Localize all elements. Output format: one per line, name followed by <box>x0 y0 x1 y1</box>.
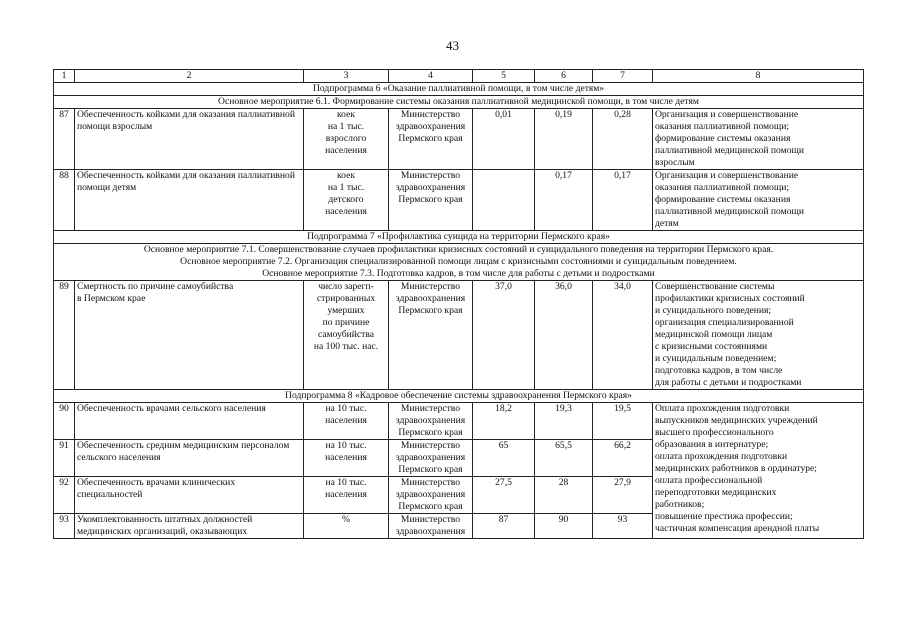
unit-line: по причине <box>322 317 370 328</box>
description-cell <box>653 281 864 390</box>
org-line: здравоохранения <box>395 526 466 537</box>
value-col-6: 36,0 <box>535 281 593 390</box>
org-line: Пермского края <box>398 501 463 512</box>
org-line: Пермского края <box>398 194 463 205</box>
unit-line: взрослого <box>325 133 367 144</box>
col-num-7: 7 <box>593 70 653 83</box>
indicators-table <box>53 69 864 539</box>
responsible-org <box>389 440 473 477</box>
activities-7-row <box>54 244 864 281</box>
activities-7-cell <box>54 244 864 281</box>
col-num-1: 1 <box>54 70 75 83</box>
org-line: здравоохранения <box>395 121 466 132</box>
unit-cell <box>304 514 389 539</box>
value-col-5: 18,2 <box>473 403 535 440</box>
unit-cell <box>304 403 389 440</box>
org-line: здравоохранения <box>395 415 466 426</box>
indicator-name <box>75 281 304 390</box>
org-line: Пермского края <box>398 427 463 438</box>
unit-line: на 100 тыс. нас. <box>313 341 379 352</box>
desc-line: частичная компенсация арендной платы <box>655 523 820 534</box>
unit-cell <box>304 477 389 514</box>
org-line: Министерство <box>400 109 461 120</box>
unit-line: на 10 тыс. <box>325 440 367 451</box>
indicator-name: Обеспеченность средним медицинским персоналом сельского населения <box>75 440 304 477</box>
activity-7-3-title: Основное мероприятие 7.3. Подготовка кадров, в том числе для работы с детьми и подростками <box>262 268 655 279</box>
unit-cell <box>304 170 389 231</box>
responsible-org <box>389 109 473 170</box>
unit-line: населения <box>325 415 367 426</box>
desc-line: оказания паллиативной помощи; <box>655 182 790 193</box>
value-col-7: 0,17 <box>593 170 653 231</box>
col-num-6: 6 <box>535 70 593 83</box>
unit-line: на 10 тыс. <box>325 477 367 488</box>
value-col-7: 27,9 <box>593 477 653 514</box>
desc-line: медицинских работников в ординатуре; <box>655 463 817 474</box>
org-line: Пермского края <box>398 305 463 316</box>
description-cell <box>653 109 864 170</box>
responsible-org <box>389 170 473 231</box>
col-num-5: 5 <box>473 70 535 83</box>
name-line: Смертность по причине самоубийства <box>77 281 234 292</box>
desc-line: детям <box>655 218 679 229</box>
responsible-org <box>389 281 473 390</box>
indicator-name: Обеспеченность врачами клинических специальностей <box>75 477 304 514</box>
desc-line: Оплата прохождения подготовки <box>655 403 790 414</box>
table-row-90 <box>54 403 864 440</box>
value-col-5: 87 <box>473 514 535 539</box>
responsible-org <box>389 403 473 440</box>
org-line: здравоохранения <box>395 293 466 304</box>
table-row-88 <box>54 170 864 231</box>
subprogram-8-description <box>653 403 864 539</box>
unit-line: на 1 тыс. <box>327 121 365 132</box>
unit-line: % <box>342 514 350 525</box>
unit-line: детского <box>328 194 364 205</box>
subprogram-6-header <box>54 83 864 96</box>
desc-line: организация специализированной <box>655 317 794 328</box>
desc-line: оказания паллиативной помощи; <box>655 121 790 132</box>
desc-line: работников; <box>655 499 705 510</box>
org-line: Министерство <box>400 403 461 414</box>
indicator-name: Обеспеченность койками для оказания паллиативной помощи детям <box>75 170 304 231</box>
desc-line: и суицидальным поведением; <box>655 353 777 364</box>
col-num-3: 3 <box>304 70 389 83</box>
desc-line: повышение престижа профессии; <box>655 511 793 522</box>
org-line: Министерство <box>400 440 461 451</box>
org-line: Министерство <box>400 514 461 525</box>
desc-line: образования в интернатуре; <box>655 439 769 450</box>
org-line: здравоохранения <box>395 182 466 193</box>
unit-line: самоубийства <box>317 329 375 340</box>
activity-7-2-title: Основное мероприятие 7.2. Организация специализированной помощи лицам с кризисными состояниями и суицидальным поведением. <box>180 256 737 267</box>
indicator-name: Укомплектованность штатных должностей медицинских организаций, оказывающих <box>75 514 304 539</box>
unit-line: населения <box>325 206 367 217</box>
value-col-6: 90 <box>535 514 593 539</box>
unit-line: на 10 тыс. <box>325 403 367 414</box>
indicator-name: Обеспеченность врачами сельского населения <box>75 403 304 440</box>
org-line: здравоохранения <box>395 452 466 463</box>
unit-line: населения <box>325 489 367 500</box>
responsible-org <box>389 477 473 514</box>
value-col-7: 19,5 <box>593 403 653 440</box>
value-col-6: 28 <box>535 477 593 514</box>
desc-line: выпускников медицинских учреждений <box>655 415 818 426</box>
desc-line: подготовка кадров, в том числе <box>655 365 783 376</box>
desc-line: взрослым <box>655 157 695 168</box>
desc-line: медицинской помощи лицам <box>655 329 773 340</box>
desc-line: высшего профессионального <box>655 427 774 438</box>
unit-line: населения <box>325 452 367 463</box>
unit-line: коек <box>336 170 355 181</box>
value-col-5: 37,0 <box>473 281 535 390</box>
desc-line: Организация и совершенствование <box>655 170 799 181</box>
unit-line: коек <box>336 109 355 120</box>
col-num-4: 4 <box>389 70 473 83</box>
value-col-6: 0,19 <box>535 109 593 170</box>
unit-line: на 1 тыс. <box>327 182 365 193</box>
col-num-2: 2 <box>75 70 304 83</box>
row-number: 90 <box>54 403 75 440</box>
desc-line: формирование системы оказания <box>655 133 791 144</box>
desc-line: оплата прохождения подготовки <box>655 451 788 462</box>
row-number: 88 <box>54 170 75 231</box>
row-number: 87 <box>54 109 75 170</box>
row-number: 92 <box>54 477 75 514</box>
org-line: Министерство <box>400 281 461 292</box>
desc-line: переподготовки медицинских <box>655 487 777 498</box>
value-col-5 <box>473 170 535 231</box>
subprogram-8-header <box>54 390 864 403</box>
desc-line: и суицидального поведения; <box>655 305 772 316</box>
org-line: Пермского края <box>398 133 463 144</box>
unit-line: населения <box>325 145 367 156</box>
name-line: в Пермском крае <box>77 293 146 304</box>
value-col-5: 27,5 <box>473 477 535 514</box>
subprogram-8-title: Подпрограмма 8 «Кадровое обеспечение системы здравоохранения Пермского края» <box>54 390 864 403</box>
indicator-name: Обеспеченность койками для оказания паллиативной помощи взрослым <box>75 109 304 170</box>
subprogram-6-title: Подпрограмма 6 «Оказание паллиативной помощи, в том числе детям» <box>54 83 864 96</box>
org-line: здравоохранения <box>395 489 466 500</box>
org-line: Министерство <box>400 170 461 181</box>
subprogram-7-title: Подпрограмма 7 «Профилактика суицида на территории Пермского края» <box>54 231 864 244</box>
desc-line: паллиативной медицинской помощи <box>655 206 805 217</box>
activity-7-1-title: Основное мероприятие 7.1. Совершенствование случаев профилактики кризисных состояний и суицидального поведения на территории Пермского края. <box>143 244 774 255</box>
unit-line: стрированных <box>316 293 376 304</box>
org-line: Министерство <box>400 477 461 488</box>
subprogram-7-header <box>54 231 864 244</box>
unit-cell <box>304 109 389 170</box>
page-number: 43 <box>446 38 459 53</box>
activity-6-1-row <box>54 96 864 109</box>
description-cell <box>653 170 864 231</box>
org-line: Пермского края <box>398 464 463 475</box>
unit-line: умерших <box>327 305 365 316</box>
unit-cell <box>304 440 389 477</box>
desc-line: формирование системы оказания <box>655 194 791 205</box>
unit-line: число зарегп- <box>318 281 374 292</box>
desc-line: оплата профессиональной <box>655 475 763 486</box>
desc-line: для работы с детьми и подростками <box>655 377 802 388</box>
value-col-7: 66,2 <box>593 440 653 477</box>
desc-line: с кризисными состояниями <box>655 341 768 352</box>
table-row-89 <box>54 281 864 390</box>
col-num-8: 8 <box>653 70 864 83</box>
activity-6-1-title: Основное мероприятие 6.1. Формирование системы оказания паллиативной медицинской помощи, в том числе детям <box>54 96 864 109</box>
value-col-6: 65,5 <box>535 440 593 477</box>
value-col-6: 19,3 <box>535 403 593 440</box>
desc-line: паллиативной медицинской помощи <box>655 145 805 156</box>
row-number: 93 <box>54 514 75 539</box>
column-number-row <box>54 70 864 83</box>
value-col-5: 0,01 <box>473 109 535 170</box>
desc-line: профилактики кризисных состояний <box>655 293 805 304</box>
value-col-7: 0,28 <box>593 109 653 170</box>
value-col-7: 93 <box>593 514 653 539</box>
desc-line: Организация и совершенствование <box>655 109 799 120</box>
responsible-org <box>389 514 473 539</box>
row-number: 91 <box>54 440 75 477</box>
value-col-6: 0,17 <box>535 170 593 231</box>
desc-line: Совершенствование системы <box>655 281 775 292</box>
value-col-7: 34,0 <box>593 281 653 390</box>
table-row-87 <box>54 109 864 170</box>
unit-cell <box>304 281 389 390</box>
value-col-5: 65 <box>473 440 535 477</box>
row-number: 89 <box>54 281 75 390</box>
